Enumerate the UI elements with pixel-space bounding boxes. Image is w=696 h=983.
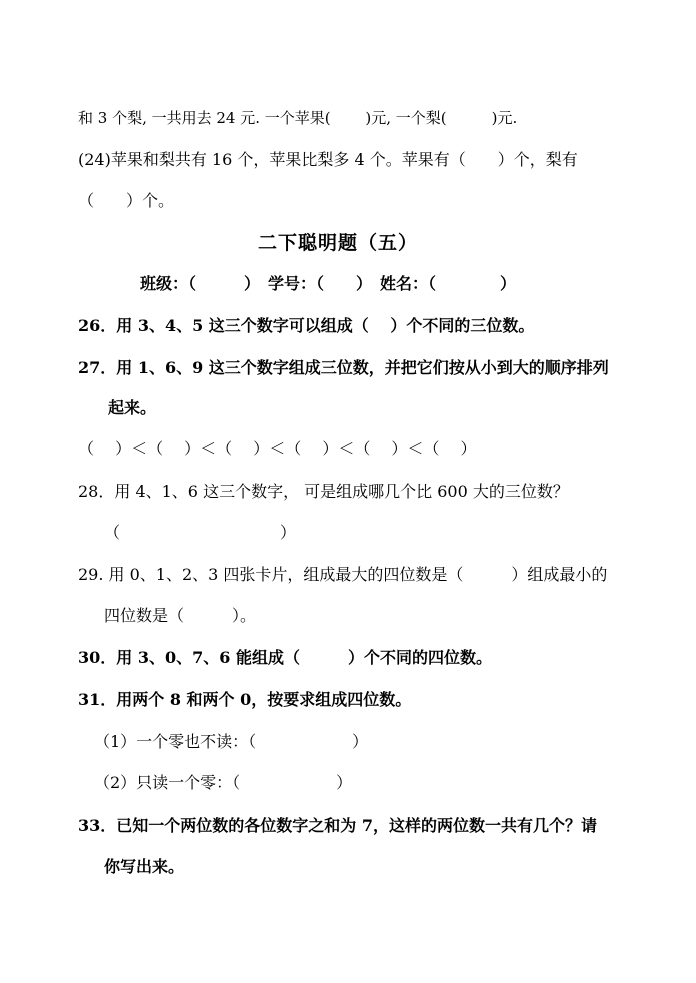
text-line-3: （ ）个。 xyxy=(78,191,175,210)
question-28-blank: （ ） xyxy=(104,523,297,542)
question-28-line-1: 28．用 4、1、6 这三个数字， 可是组成哪几个比 600 大的三位数？ xyxy=(78,482,569,501)
question-26: 26．用 3、4、5 这三个数字可以组成（ ）个不同的三位数。 xyxy=(78,316,535,335)
question-27-blanks: （ ）＜（ ）＜（ ）＜（ ）＜（ ）＜（ ） xyxy=(78,439,477,458)
question-30: 30．用 3、0、7、6 能组成（ ）个不同的四位数。 xyxy=(78,648,492,667)
question-31: 31．用两个 8 和两个 0，按要求组成四位数。 xyxy=(78,690,412,709)
page-title: 二下聪明题（五） xyxy=(258,232,419,254)
question-33-line-1: 33．已知一个两位数的各位数字之和为 7，这样的两位数一共有几个？请 xyxy=(78,816,597,835)
question-29-line-1: 29. 用 0、1、2、3 四张卡片，组成最大的四位数是（ ）组成最小的 xyxy=(78,565,608,584)
question-31-part-1: （1）一个零也不读：（ ） xyxy=(94,732,369,751)
question-33-line-2: 你写出来。 xyxy=(104,857,185,876)
question-27-line-2: 起来。 xyxy=(108,398,157,417)
text-line-2: (24)苹果和梨共有 16 个，苹果比梨多 4 个。苹果有（ ）个，梨有 xyxy=(78,150,578,169)
question-27-line-1: 27．用 1、6、9 这三个数字组成三位数，并把它们按从小到大的顺序排列 xyxy=(78,358,609,377)
info-line: 班级：（ ） 学号：（ ） 姓名：（ ） xyxy=(140,274,517,293)
question-31-part-2: （2）只读一个零：（ ） xyxy=(94,773,353,792)
text-line-1: 和 3 个梨, 一共用去 24 元. 一个苹果( )元, 一个梨( )元. xyxy=(78,109,518,127)
question-29-line-2: 四位数是（ ）。 xyxy=(104,606,257,625)
